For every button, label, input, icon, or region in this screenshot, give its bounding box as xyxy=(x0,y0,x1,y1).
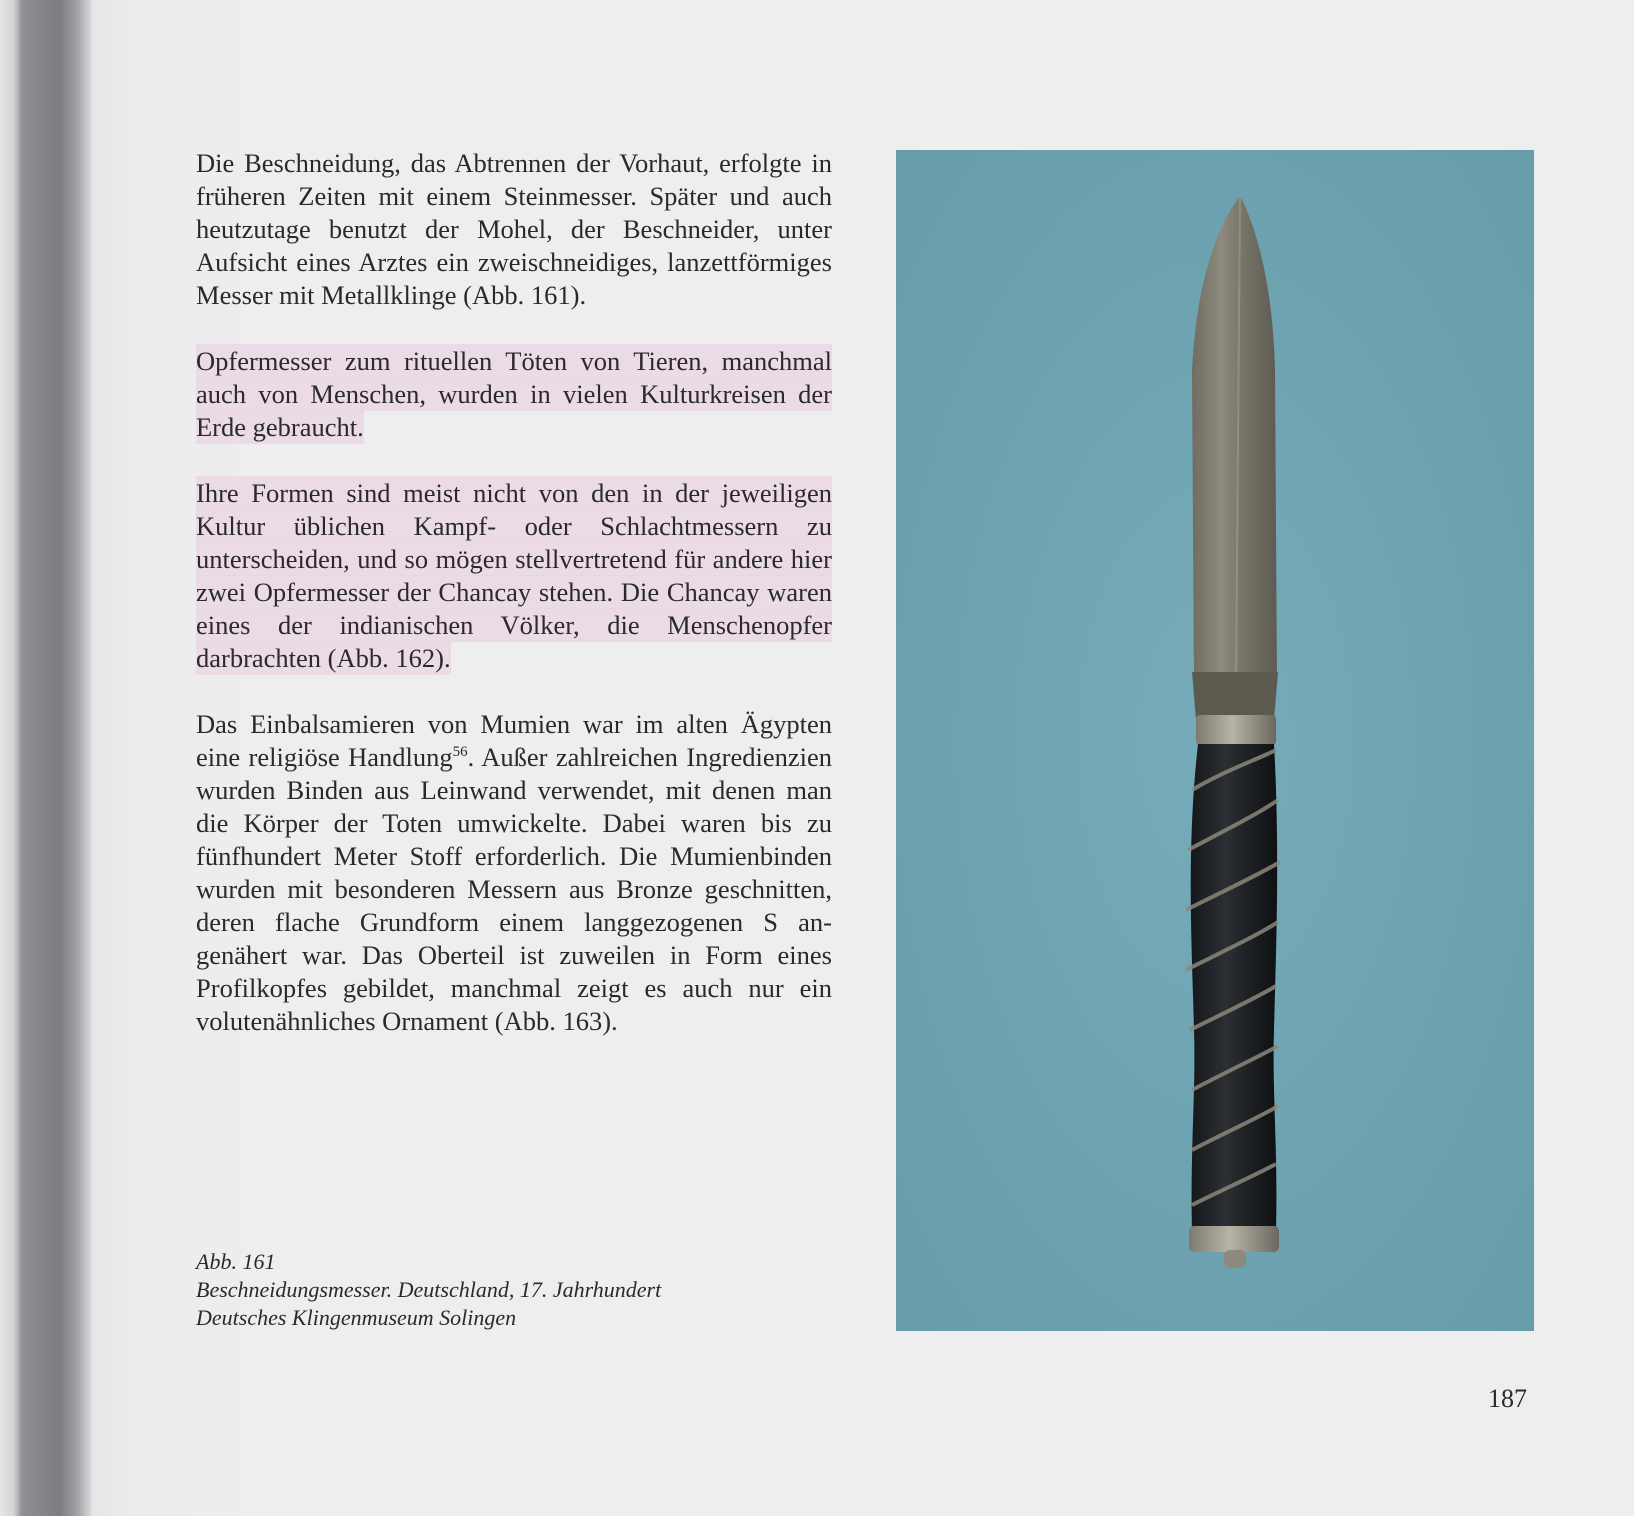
highlighted-text: Ihre Formen sind meist nicht von den in der jeweiligen Kultur üblichen Kampf- oder Schlachtmessern zu unterscheiden, und so mögen stellvertretend für andere hier zwei Opfermesser der Chancay stehen. Die Chancay waren eines der indianischen Völker, die Menschenopfer darbrachten (Abb. 162). xyxy=(196,478,832,673)
page-number: 187 xyxy=(1488,1384,1527,1413)
figure-caption xyxy=(196,1248,816,1332)
figure-photo xyxy=(896,150,1534,1331)
body-text xyxy=(196,147,832,1071)
paragraph-text: Das Einbalsamieren von Mumien war im alten Ägypten eine religiöse Handlung xyxy=(196,709,832,772)
caption-source: Deutsches Klingenmuseum Solingen xyxy=(196,1305,517,1330)
knife-pommel-button xyxy=(1224,1250,1246,1268)
paragraph-mummies xyxy=(196,708,832,1038)
paragraph-circumcision xyxy=(196,147,832,312)
book-gutter xyxy=(0,0,92,1516)
highlighted-text: Opfermesser zum rituellen Töten von Tieren, manchmal auch von Menschen, wurden in vielen Kulturkreisen der Erde gebraucht. xyxy=(196,346,832,442)
paragraph-text: Die Beschneidung, das Abtrennen der Vorhaut, erfolgte in früheren Zeiten mit einem Steinmesser. Später und auch heutzutage benutzt der Mohel, der Beschneider, unter Aufsicht eines Arztes ein zweischneidiges, lanzettförmiges Messer mit Metallklinge (Abb. 161). xyxy=(196,148,832,310)
footnote-reference: 56 xyxy=(452,744,468,761)
paragraph-sacrificial-knives xyxy=(196,345,832,444)
paragraph-text: . Außer zahlreichen Ingredienzien wurden Binden aus Leinwand verwendet, mit denen man die Körper der Toten umwickelte. Dabei waren bis zu fünfhundert Meter Stoff erforderlich. Die Mumienbinden wurden mit besonderen Messern aus Bronze geschnitten, deren flache Grundform einem langgezogenen S angenähert war. Das Oberteil ist zuweilen in Form eines Profilkopfes gebildet, manchmal zeigt es auch nur ein volutenähnliches Ornament (Abb. 163). xyxy=(196,742,832,1036)
knife-icon xyxy=(896,150,1534,1331)
knife-end-cap xyxy=(1189,1226,1279,1252)
blade-ricasso xyxy=(1192,672,1278,720)
paragraph-chancay xyxy=(196,477,832,675)
knife-bolster xyxy=(1196,715,1276,745)
knife-handle xyxy=(1191,744,1277,1230)
caption-figure-number: Abb. 161 xyxy=(196,1249,276,1274)
caption-description: Beschneidungsmesser. Deutschland, 17. Jahrhundert xyxy=(196,1277,662,1302)
